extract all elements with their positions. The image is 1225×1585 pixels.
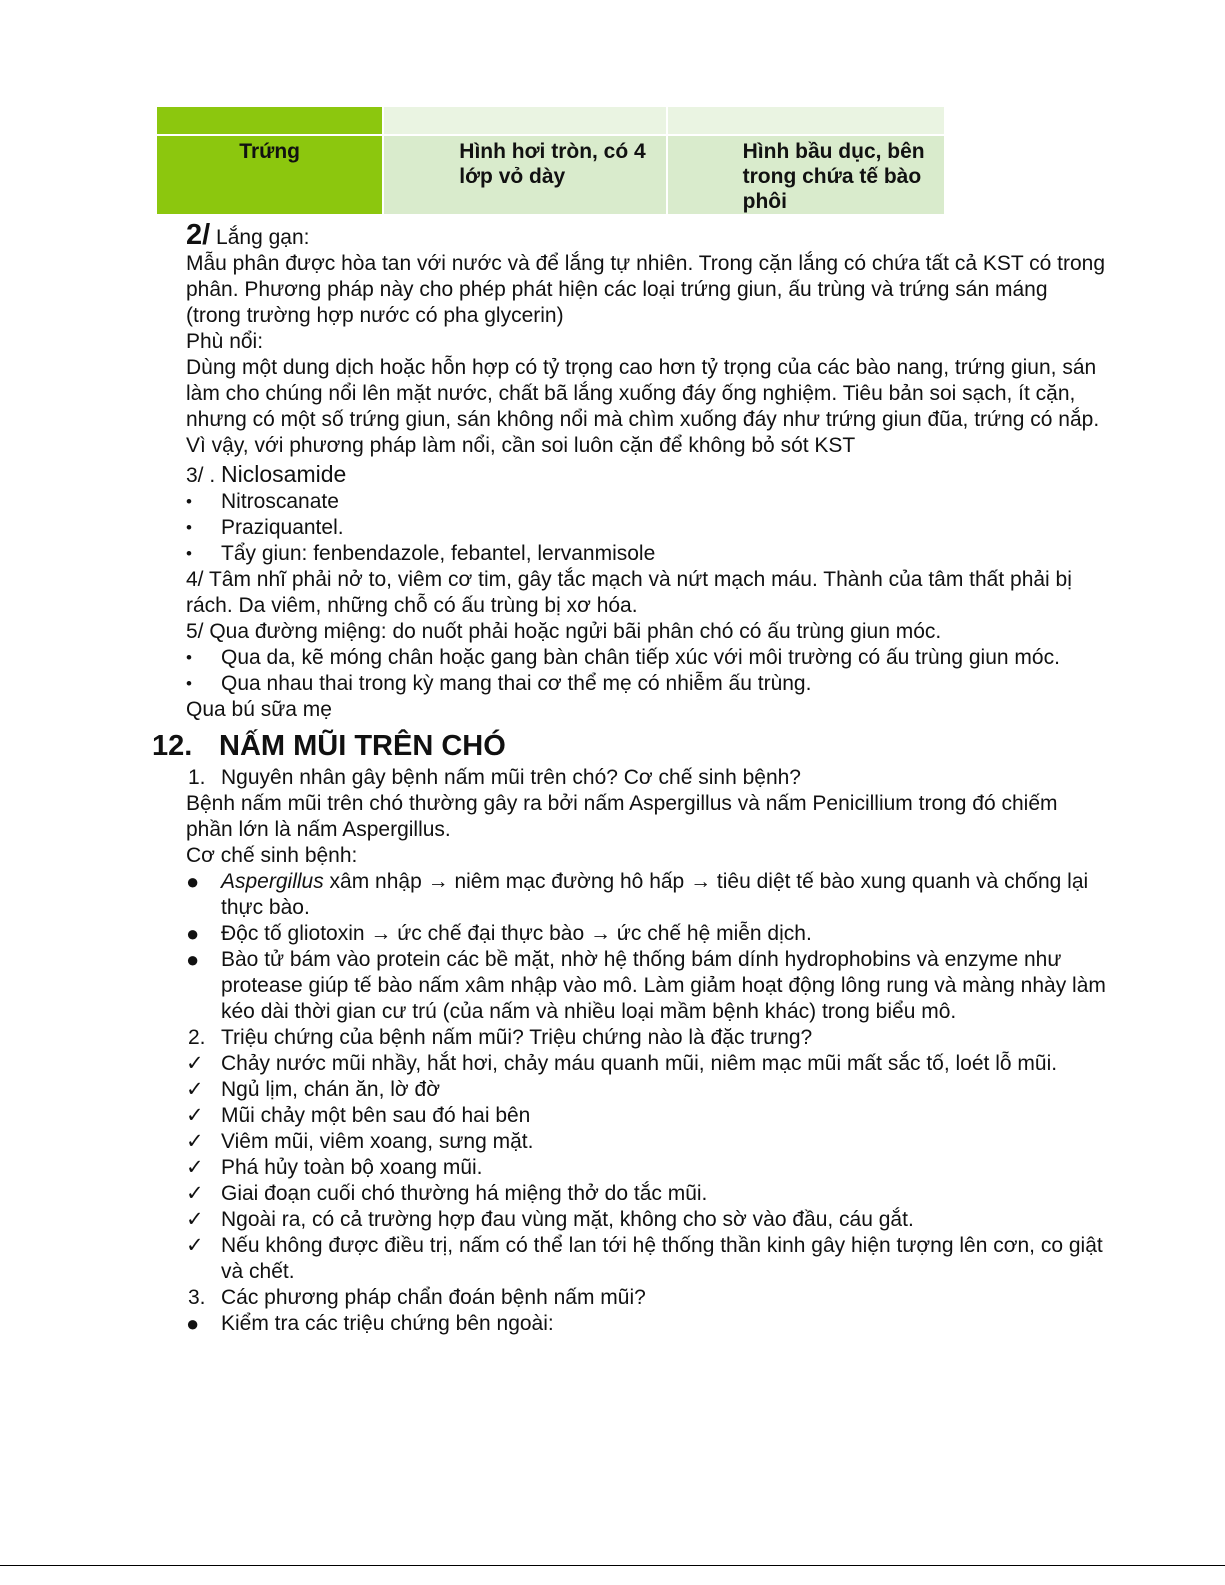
- table-cell: Hình hơi tròn, có 4 lớp vỏ dày: [384, 136, 665, 214]
- subheading: Phù nổi:: [186, 330, 264, 353]
- list-item-text: Viêm mũi, viêm xoang, sưng mặt.: [221, 1130, 534, 1153]
- document-body: [152, 219, 1106, 1337]
- page-divider: [0, 1565, 1225, 1566]
- drug-name: Niclosamide: [221, 461, 347, 487]
- disc-bullet-icon: ●: [186, 921, 200, 946]
- table-row: [157, 136, 944, 214]
- list-item: [186, 1077, 1106, 1103]
- list-item-text: Bào tử bám vào protein các bề mặt, nhờ hệ thống bám dính hydrophobins và enzyme như protease giúp tế bào nấm xâm nhập vào mô. Làm giảm hoạt động lông rung và màng nhày làm kéo dài thời gian cư trú (của nấm và nhiều loại mầm bệnh khác) trong biểu mô.: [221, 948, 1106, 1023]
- bullet-icon: •: [186, 544, 192, 563]
- list-item: [186, 1181, 1106, 1207]
- list-item: [186, 671, 1106, 697]
- check-icon: ✓: [186, 1208, 204, 1231]
- list-item-text: Qua nhau thai trong kỳ mang thai cơ thể mẹ có nhiễm ấu trùng.: [221, 672, 812, 695]
- question-text: Các phương pháp chẩn đoán bệnh nấm mũi?: [221, 1286, 646, 1309]
- italic-term: Aspergillus: [221, 870, 324, 893]
- list-item-text: Nếu không được điều trị, nấm có thể lan tới hệ thống thần kinh gây hiện tượng lên cơn, co giật và chết.: [221, 1234, 1103, 1283]
- numbered-question: [186, 765, 1106, 791]
- check-icon: ✓: [186, 1156, 204, 1179]
- bullet-icon: •: [186, 518, 192, 537]
- list-item: [186, 1233, 1106, 1285]
- paragraph: Qua bú sữa mẹ: [186, 698, 332, 721]
- list-item-text: Ngoài ra, có cả trường hợp đau vùng mặt, không cho sờ vào đầu, cáu gắt.: [221, 1208, 914, 1231]
- list-item-text: Ngủ lịm, chán ăn, lờ đờ: [221, 1078, 440, 1101]
- disc-bullet-icon: ●: [186, 947, 200, 972]
- list-item: [186, 489, 1106, 515]
- list-item-text: Nitroscanate: [221, 490, 339, 513]
- list-item-text: Độc tố gliotoxin → ức chế đại thực bào → ức chế hệ miễn dịch.: [221, 922, 812, 945]
- question-3-heading: [186, 461, 1106, 489]
- list-item: [186, 947, 1106, 1025]
- list-item: [186, 1311, 1106, 1337]
- list-item-text: Qua da, kẽ móng chân hoặc gang bàn chân tiếp xúc với môi trường có ấu trùng giun móc.: [221, 646, 1060, 669]
- list-item-text: xâm nhập → niêm mạc đường hô hấp → tiêu diệt tế bào xung quanh và chống lại thực bào.: [221, 870, 1089, 919]
- question-number: 3/ .: [186, 464, 222, 487]
- numbered-question: [186, 1285, 1106, 1311]
- paragraph: Mẫu phân được hòa tan với nước và để lắng tự nhiên. Trong cặn lắng có chứa tất cả KST có trong phân. Phương pháp này cho phép phát hiện các loại trứng giun, ấu trùng và trứng sán máng (trong trường hợp nước có pha glycerin): [186, 252, 1106, 327]
- list-item: [186, 645, 1106, 671]
- subheading: Cơ chế sinh bệnh:: [186, 844, 358, 867]
- list-item: [186, 1129, 1106, 1155]
- list-item-text: Tẩy giun: fenbendazole, febantel, lervanmisole: [221, 542, 656, 565]
- question-number: 3.: [188, 1286, 206, 1309]
- list-item-text: Phá hủy toàn bộ xoang mũi.: [221, 1156, 483, 1179]
- bullet-icon: •: [186, 648, 192, 667]
- table-cell-label: Trứng: [157, 136, 382, 214]
- list-item: [186, 515, 1106, 541]
- paragraph: 5/ Qua đường miệng: do nuốt phải hoặc ngửi bãi phân chó có ấu trùng giun móc.: [186, 620, 942, 643]
- question-number: 1.: [188, 766, 206, 789]
- list-item: [186, 1155, 1106, 1181]
- numbered-question: [186, 1025, 1106, 1051]
- check-icon: ✓: [186, 1052, 204, 1075]
- section-title: NẤM MŨI TRÊN CHÓ: [219, 730, 506, 762]
- list-item-text: Giai đoạn cuối chó thường há miệng thở do tắc mũi.: [221, 1182, 708, 1205]
- table-cell: [157, 107, 382, 134]
- bullet-icon: •: [186, 674, 192, 693]
- list-item-text: Praziquantel.: [221, 516, 344, 539]
- list-item: [186, 1103, 1106, 1129]
- list-item-text: Mũi chảy một bên sau đó hai bên: [221, 1104, 531, 1127]
- comparison-table: [157, 107, 944, 214]
- paragraph: Bệnh nấm mũi trên chó thường gây ra bởi nấm Aspergillus và nấm Penicillium trong đó chiếm phần lớn là nấm Aspergillus.: [186, 792, 1058, 841]
- question-number: 2.: [188, 1026, 206, 1049]
- check-icon: ✓: [186, 1078, 204, 1101]
- question-number: 2/: [186, 219, 211, 251]
- list-item-text: Chảy nước mũi nhầy, hắt hơi, chảy máu quanh mũi, niêm mạc mũi mất sắc tố, loét lỗ mũi.: [221, 1052, 1058, 1075]
- list-item: [186, 541, 1106, 567]
- list-item: [186, 921, 1106, 947]
- table-cell: [668, 107, 944, 134]
- question-2-heading: [186, 219, 1106, 251]
- check-icon: ✓: [186, 1182, 204, 1205]
- check-icon: ✓: [186, 1130, 204, 1153]
- list-item: [186, 1051, 1106, 1077]
- bullet-icon: •: [186, 492, 192, 511]
- paragraph: Dùng một dung dịch hoặc hỗn hợp có tỷ trọng cao hơn tỷ trọng của các bào nang, trứng giun, sán làm cho chúng nổi lên mặt nước, chất bã lắng xuống đáy ống nghiệm. Tiêu bản soi sạch, ít cặn, nhưng có một số trứng giun, sán không nổi mà chìm xuống đáy như trứng giun đũa, trứng có nắp. Vì vậy, với phương pháp làm nổi, cần soi luôn cặn để không bỏ sót KST: [186, 356, 1100, 457]
- paragraph: 4/ Tâm nhĩ phải nở to, viêm cơ tim, gây tắc mạch và nứt mạch máu. Thành của tâm thất phải bị rách. Da viêm, những chỗ có ấu trùng bị xơ hóa.: [186, 568, 1072, 617]
- check-icon: ✓: [186, 1104, 204, 1127]
- section-number: 12.: [152, 730, 193, 762]
- question-text: Nguyên nhân gây bệnh nấm mũi trên chó? Cơ chế sinh bệnh?: [221, 766, 801, 789]
- question-text: Triệu chứng của bệnh nấm mũi? Triệu chứng nào là đặc trưng?: [221, 1026, 813, 1049]
- table-cell: Hình bầu dục, bên trong chứa tế bào phôi: [668, 136, 944, 214]
- table-cell: [384, 107, 665, 134]
- check-icon: ✓: [186, 1234, 204, 1257]
- disc-bullet-icon: ●: [186, 1311, 200, 1336]
- section-heading: [152, 729, 1106, 763]
- list-item: [186, 869, 1106, 921]
- list-item-text: Kiểm tra các triệu chứng bên ngoài:: [221, 1312, 554, 1335]
- list-item: [186, 1207, 1106, 1233]
- question-title: Lắng gạn:: [216, 226, 310, 249]
- disc-bullet-icon: ●: [186, 869, 200, 894]
- table-row: [157, 107, 944, 134]
